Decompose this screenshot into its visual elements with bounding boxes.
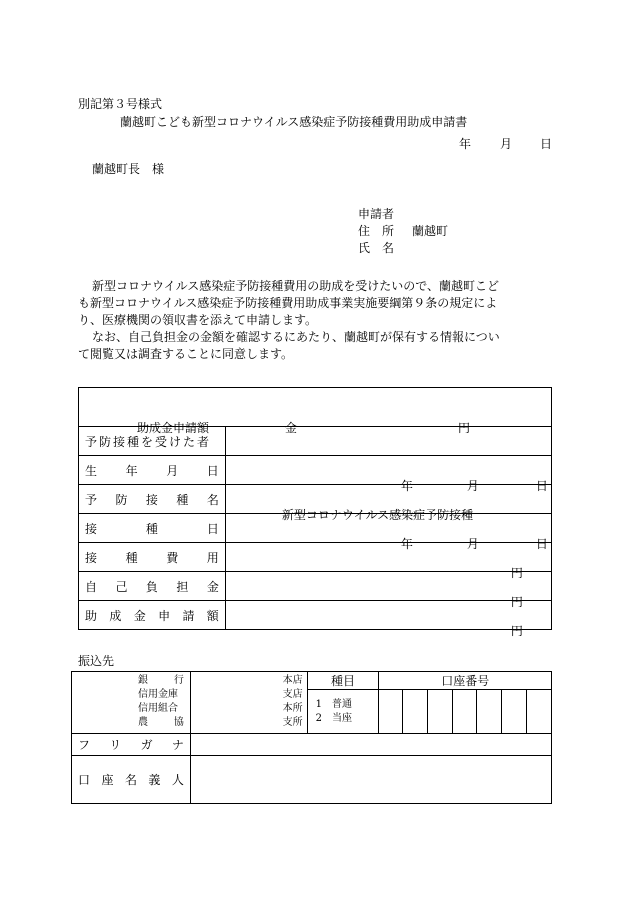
- bank-table: [71, 671, 552, 804]
- self-pay-label-cell: [79, 572, 226, 601]
- vaccination-date-label-cell: [79, 514, 226, 543]
- account-digit-2[interactable]: [403, 690, 428, 734]
- kind-option-savings: 1 普通: [315, 698, 352, 710]
- address-label: 住 所: [358, 224, 395, 238]
- amount-kin: 金: [285, 421, 298, 435]
- grant-yen: 円: [510, 624, 523, 638]
- birth-label: 生 年 月 日: [85, 463, 219, 478]
- vaccination-month-unit: 月: [466, 537, 479, 551]
- amount-row: [79, 388, 552, 435]
- date-month-label: 月: [500, 137, 513, 151]
- inst-bank: 銀 行: [138, 675, 184, 686]
- application-table: [78, 387, 552, 638]
- cost-label-cell: [79, 543, 226, 572]
- birth-day-unit: 日: [535, 479, 548, 493]
- branch-type-cell[interactable]: [190, 672, 307, 734]
- grant-value[interactable]: [225, 601, 551, 638]
- holder-label-cell: [72, 756, 191, 804]
- self-pay-label: 自 己 負 担 金: [85, 579, 219, 594]
- bank-section-title: 振込先: [78, 654, 115, 668]
- furigana-label: フ リ ガ ナ: [78, 738, 184, 752]
- name-label: 氏 名: [358, 241, 395, 255]
- body-paragraph-1-line-2: も新型コロナウイルス感染症予防接種費用助成事業実施要綱第９条の規定によ: [78, 296, 498, 310]
- vaccination-day-unit: 日: [535, 537, 548, 551]
- inst-credit-union: 信用組合: [138, 703, 178, 714]
- account-holder-value[interactable]: [190, 756, 551, 804]
- inst-ja: 農 協: [138, 717, 184, 728]
- branch-main: 本店: [282, 675, 303, 686]
- vaccine-label-cell: [79, 485, 226, 514]
- recipient-label: 予防接種を受けた者: [85, 434, 212, 449]
- birth-year-unit: 年: [400, 479, 413, 493]
- grant-label: 助 成 金 申 請 額: [85, 608, 219, 623]
- vaccination-date-label: 接 種 日: [85, 521, 219, 536]
- kind-header: 種目: [307, 672, 379, 690]
- recipient-value[interactable]: [225, 427, 551, 456]
- self-pay-value[interactable]: [225, 572, 551, 609]
- account-digit-6[interactable]: [502, 690, 527, 734]
- kind-options-cell[interactable]: [307, 690, 379, 734]
- kind-option-checking: 2 当座: [315, 712, 352, 724]
- account-digit-7[interactable]: [527, 690, 552, 734]
- address-value[interactable]: 蘭越町: [412, 224, 449, 238]
- body-paragraph-1-line-1: 新型コロナウイルス感染症予防接種費用の助成を受けたいので、蘭越町こど: [92, 279, 500, 293]
- vaccine-name: 新型コロナウイルス感染症予防接種: [281, 508, 474, 522]
- applicant-label: 申請者: [358, 207, 395, 221]
- date-year-label: 年: [459, 137, 472, 151]
- birth-value[interactable]: [225, 456, 551, 493]
- branch-head-office: 本所: [282, 703, 303, 714]
- grant-label-cell: [79, 601, 226, 630]
- birth-month-unit: 月: [466, 479, 479, 493]
- form-number: 別記第３号様式: [78, 97, 163, 111]
- account-holder-label: 口 座 名 義 人: [78, 773, 184, 787]
- body-paragraph-2-line-1: なお、自己負担金の金額を確認するにあたり、蘭越町が保有する情報につい: [92, 330, 500, 344]
- cost-value[interactable]: [225, 543, 551, 580]
- cost-yen: 円: [510, 566, 523, 580]
- institution-type-cell[interactable]: [72, 672, 191, 734]
- amount-label: 助成金申請額: [137, 421, 210, 435]
- addressee: 蘭越町長 様: [92, 162, 165, 176]
- self-pay-yen: 円: [510, 595, 523, 609]
- vaccination-year-unit: 年: [400, 537, 413, 551]
- furigana-label-cell: [72, 734, 191, 756]
- date-day-label: 日: [540, 137, 553, 151]
- amount-yen: 円: [458, 421, 471, 435]
- inst-shinkin: 信用金庫: [138, 689, 178, 700]
- document-title: 蘭越町こども新型コロナウイルス感染症予防接種費用助成申請書: [120, 115, 468, 129]
- account-digit-4[interactable]: [453, 690, 477, 734]
- furigana-value[interactable]: [190, 734, 551, 756]
- birth-label-cell: [79, 456, 226, 485]
- body-paragraph-1-line-3: り、医療機関の領収書を添えて申請します。: [78, 313, 318, 327]
- branch-office: 支所: [282, 717, 303, 728]
- vaccine-label: 予 防 接 種 名: [85, 492, 219, 507]
- account-digit-5[interactable]: [477, 690, 502, 734]
- vaccine-value: [225, 485, 551, 522]
- body-paragraph-2-line-2: て閲覧又は調査することに同意します。: [78, 347, 294, 361]
- cost-label: 接 種 費 用: [85, 550, 219, 565]
- branch-sub: 支店: [282, 689, 303, 700]
- account-number-header: 口座番号: [379, 672, 552, 690]
- account-digit-1[interactable]: [379, 690, 403, 734]
- account-digit-3[interactable]: [428, 690, 453, 734]
